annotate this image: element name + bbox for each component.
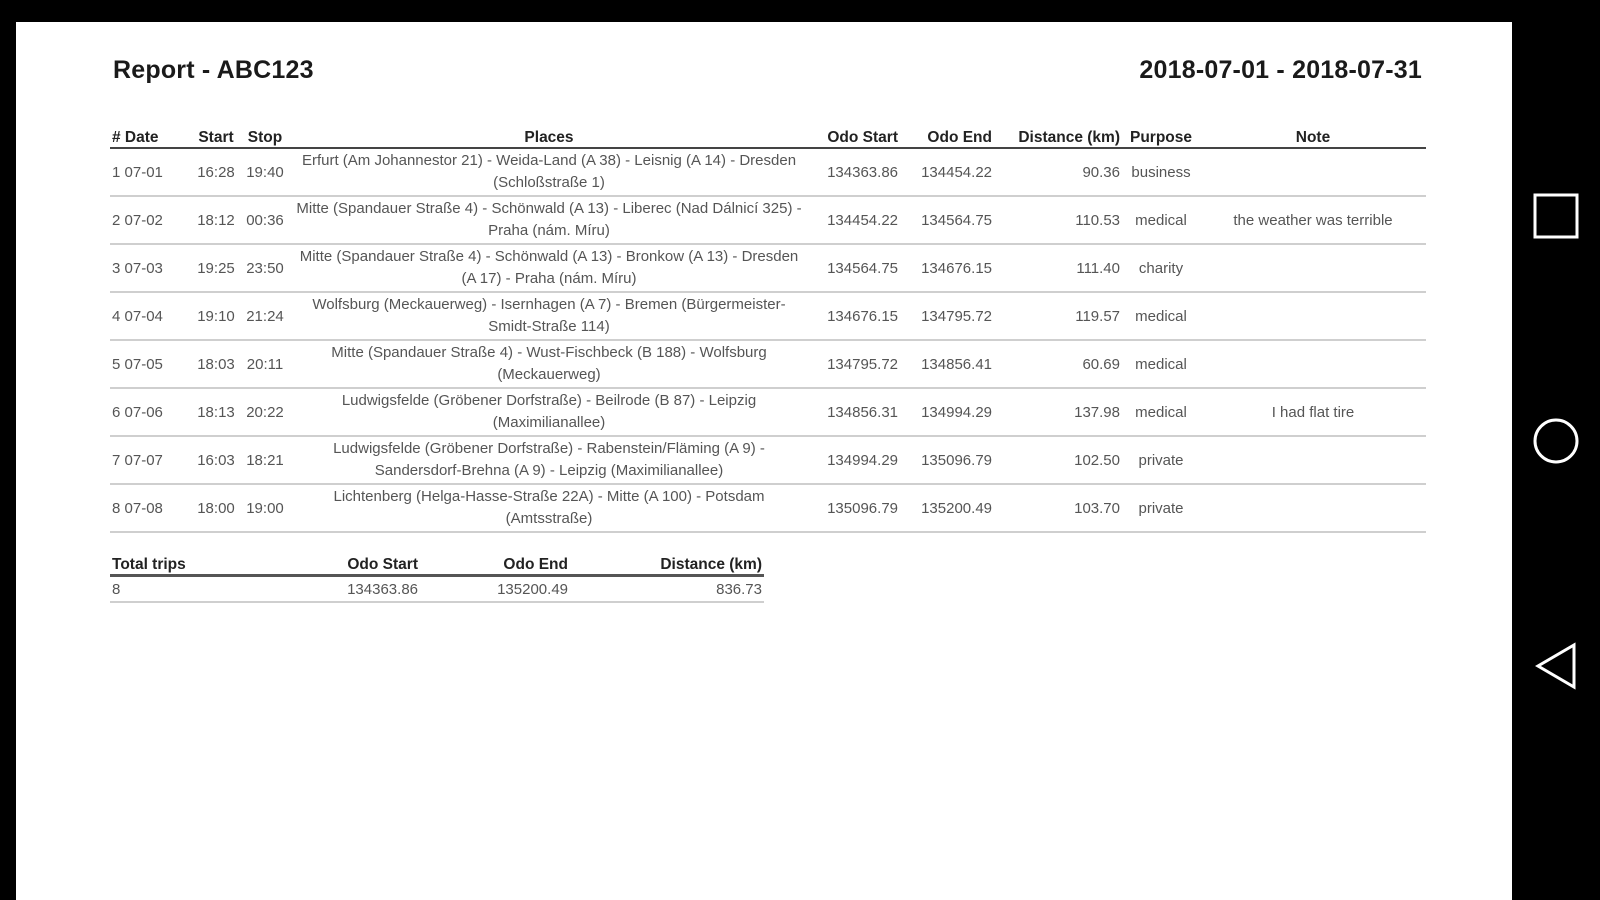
totals-header-trips: Total trips xyxy=(110,552,290,576)
cell-start: 18:00 xyxy=(192,484,240,532)
cell-purpose: private xyxy=(1122,484,1200,532)
cell-num-date: 5 07-05 xyxy=(110,340,192,388)
header-note: Note xyxy=(1200,123,1426,148)
cell-odo-end: 134856.41 xyxy=(900,340,994,388)
totals-header-distance: Distance (km) xyxy=(570,552,764,576)
recents-button[interactable] xyxy=(1530,190,1582,242)
header-odo-start: Odo Start xyxy=(808,123,900,148)
header-start: Start xyxy=(192,123,240,148)
cell-num-date: 8 07-08 xyxy=(110,484,192,532)
cell-odo-end: 134676.15 xyxy=(900,244,994,292)
cell-note xyxy=(1200,484,1426,532)
cell-start: 19:10 xyxy=(192,292,240,340)
header-odo-end: Odo End xyxy=(900,123,994,148)
table-row xyxy=(110,244,1426,292)
totals-header-row xyxy=(110,552,764,576)
cell-start: 18:12 xyxy=(192,196,240,244)
totals-trips-value: 8 xyxy=(110,576,290,603)
totals-header-odo-end: Odo End xyxy=(420,552,570,576)
cell-stop: 18:21 xyxy=(240,436,290,484)
cell-purpose: charity xyxy=(1122,244,1200,292)
cell-start: 18:13 xyxy=(192,388,240,436)
cell-note xyxy=(1200,292,1426,340)
totals-table xyxy=(110,552,764,603)
home-button[interactable] xyxy=(1530,415,1582,467)
cell-places: Mitte (Spandauer Straße 4) - Wust-Fischbeck (B 188) - Wolfsburg (Meckauerweg) xyxy=(290,340,808,388)
cell-odo-start: 134676.15 xyxy=(808,292,900,340)
table-row xyxy=(110,196,1426,244)
cell-note: I had flat tire xyxy=(1200,388,1426,436)
cell-places: Wolfsburg (Meckauerweg) - Isernhagen (A 7) - Bremen (Bürgermeister-Smidt-Straße 114) xyxy=(290,292,808,340)
cell-odo-start: 134363.86 xyxy=(808,148,900,196)
table-row xyxy=(110,340,1426,388)
cell-num-date: 1 07-01 xyxy=(110,148,192,196)
header-distance: Distance (km) xyxy=(994,123,1122,148)
totals-odo-start-value: 134363.86 xyxy=(290,576,420,603)
table-row xyxy=(110,484,1426,532)
table-row xyxy=(110,292,1426,340)
cell-odo-start: 134856.31 xyxy=(808,388,900,436)
cell-odo-start: 134454.22 xyxy=(808,196,900,244)
cell-odo-end: 134454.22 xyxy=(900,148,994,196)
cell-places: Mitte (Spandauer Straße 4) - Schönwald (A 13) - Liberec (Nad Dálnicí 325) - Praha (nám. Míru) xyxy=(290,196,808,244)
header-purpose: Purpose xyxy=(1122,123,1200,148)
navigation-bar xyxy=(1512,0,1600,900)
cell-purpose: medical xyxy=(1122,196,1200,244)
cell-num-date: 6 07-06 xyxy=(110,388,192,436)
cell-distance: 110.53 xyxy=(994,196,1122,244)
cell-note: the weather was terrible xyxy=(1200,196,1426,244)
circle-icon xyxy=(1530,415,1582,467)
cell-distance: 103.70 xyxy=(994,484,1122,532)
cell-odo-end: 135096.79 xyxy=(900,436,994,484)
cell-stop: 19:40 xyxy=(240,148,290,196)
report-title: Report - ABC123 xyxy=(113,56,314,84)
table-row xyxy=(110,388,1426,436)
cell-odo-start: 135096.79 xyxy=(808,484,900,532)
cell-num-date: 4 07-04 xyxy=(110,292,192,340)
cell-start: 16:28 xyxy=(192,148,240,196)
cell-distance: 119.57 xyxy=(994,292,1122,340)
trips-table xyxy=(110,123,1426,533)
header-places: Places xyxy=(290,123,808,148)
cell-purpose: medical xyxy=(1122,340,1200,388)
totals-distance-value: 836.73 xyxy=(570,576,764,603)
cell-odo-start: 134795.72 xyxy=(808,340,900,388)
cell-odo-start: 134564.75 xyxy=(808,244,900,292)
cell-distance: 111.40 xyxy=(994,244,1122,292)
cell-note xyxy=(1200,340,1426,388)
cell-start: 18:03 xyxy=(192,340,240,388)
cell-places: Erfurt (Am Johannestor 21) - Weida-Land (A 38) - Leisnig (A 14) - Dresden (Schloßstraße 1) xyxy=(290,148,808,196)
cell-distance: 90.36 xyxy=(994,148,1122,196)
cell-stop: 21:24 xyxy=(240,292,290,340)
cell-stop: 23:50 xyxy=(240,244,290,292)
cell-stop: 20:22 xyxy=(240,388,290,436)
report-period: 2018-07-01 - 2018-07-31 xyxy=(1139,56,1422,84)
cell-odo-end: 134564.75 xyxy=(900,196,994,244)
cell-note xyxy=(1200,148,1426,196)
cell-start: 16:03 xyxy=(192,436,240,484)
header-num-date: # Date xyxy=(110,123,192,148)
cell-purpose: business xyxy=(1122,148,1200,196)
trips-header-row xyxy=(110,123,1426,148)
cell-start: 19:25 xyxy=(192,244,240,292)
cell-odo-end: 134795.72 xyxy=(900,292,994,340)
cell-purpose: medical xyxy=(1122,388,1200,436)
cell-places: Mitte (Spandauer Straße 4) - Schönwald (A 13) - Bronkow (A 13) - Dresden (A 17) - Praha (nám. Míru) xyxy=(290,244,808,292)
cell-num-date: 7 07-07 xyxy=(110,436,192,484)
cell-num-date: 2 07-02 xyxy=(110,196,192,244)
cell-odo-start: 134994.29 xyxy=(808,436,900,484)
totals-odo-end-value: 135200.49 xyxy=(420,576,570,603)
cell-odo-end: 135200.49 xyxy=(900,484,994,532)
table-row xyxy=(110,436,1426,484)
cell-stop: 20:11 xyxy=(240,340,290,388)
square-icon xyxy=(1530,190,1582,242)
cell-places: Ludwigsfelde (Gröbener Dorfstraße) - Beilrode (B 87) - Leipzig (Maximilianallee) xyxy=(290,388,808,436)
back-button[interactable] xyxy=(1530,640,1582,692)
cell-purpose: medical xyxy=(1122,292,1200,340)
cell-odo-end: 134994.29 xyxy=(900,388,994,436)
cell-stop: 00:36 xyxy=(240,196,290,244)
cell-note xyxy=(1200,244,1426,292)
cell-num-date: 3 07-03 xyxy=(110,244,192,292)
report-page xyxy=(16,22,1512,900)
cell-distance: 102.50 xyxy=(994,436,1122,484)
totals-header-odo-start: Odo Start xyxy=(290,552,420,576)
triangle-back-icon xyxy=(1530,640,1582,692)
table-row xyxy=(110,148,1426,196)
cell-stop: 19:00 xyxy=(240,484,290,532)
cell-places: Ludwigsfelde (Gröbener Dorfstraße) - Rabenstein/Fläming (A 9) - Sandersdorf-Brehna (A 9) - Leipzig (Maximilianallee) xyxy=(290,436,808,484)
cell-distance: 60.69 xyxy=(994,340,1122,388)
cell-purpose: private xyxy=(1122,436,1200,484)
cell-places: Lichtenberg (Helga-Hasse-Straße 22A) - Mitte (A 100) - Potsdam (Amtsstraße) xyxy=(290,484,808,532)
totals-row xyxy=(110,576,764,603)
cell-note xyxy=(1200,436,1426,484)
header-stop: Stop xyxy=(240,123,290,148)
cell-distance: 137.98 xyxy=(994,388,1122,436)
